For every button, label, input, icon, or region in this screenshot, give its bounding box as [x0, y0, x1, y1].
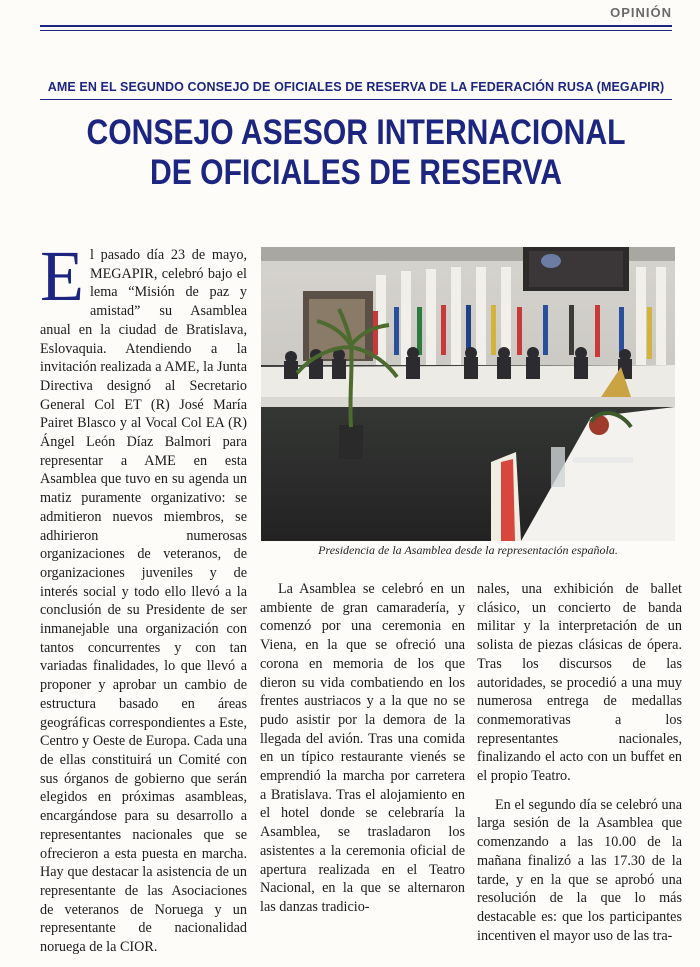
header-rule: [40, 25, 672, 27]
dropcap: E: [40, 236, 84, 316]
headline-line-2: DE OFICIALES DE RESERVA: [150, 153, 562, 192]
column-1: [40, 236, 247, 967]
headline-line-1: CONSEJO ASESOR INTERNACIONAL: [86, 113, 626, 152]
photo-caption: Presidencia de la Asamblea desde la representación española.: [318, 543, 618, 557]
column-3: [477, 580, 682, 955]
section-label: OPINIÓN: [610, 5, 672, 20]
paragraph-text: l pasado día 23 de mayo, MEGAPIR, celebró bajo el lema “Misión de paz y amistad” su Asamblea anual en la ciudad de Bratislava, Eslovaquia. Atendiendo a la invitación realizada a AME, la Junta Directiva designó al Secretario General Col ET (R) José María Pairet Blasco y al Vocal Col EA (R) Ángel León Díaz Balmori para representar a AME en esta Asamblea que tuvo en su agenda un matiz puramente organizativo: se admitieron nuevos miembros, se adhirieron numerosas organizaciones de veteranos, de organizaciones juveniles y de interés social y todo ello llevó a la conclusión de su Presidente de ser inmanejable una organización con tantos concurrentes y con tan variadas finalidades, lo que llevó a proponer y aprobar un cambio de estructura basado en áreas geográficas correspondientes a Este, Centro y Oeste de Europa. Cada una de ellas constituirá un Comité con sus órganos de gobierno que serán elegidos en próximas asambleas, encargándose para su desarrollo a representantes nacionales que se ofrecieron a esta puesta en marcha. Hay que destacar la asistencia de un representante de las Asociaciones de veteranos de Noruega y un representante de nacionalidad noruega de la CIOR.: [40, 247, 247, 956]
paragraph: En el segundo día se celebró una larga sesión de la Asamblea que comenzando a las 10.00 de la mañana finalizó a las 17.30 de la tarde, y en la que se aprobó una resolución de la que lo más destacable es: que los participantes incentiven el mayor uso de las tra-: [477, 796, 682, 944]
paragraph: [40, 236, 247, 957]
kicker-rule: [40, 99, 672, 100]
article-kicker: AME EN EL SEGUNDO CONSEJO DE OFICIALES DE RESERVA DE LA FEDERACIÓN RUSA (MEGAPIR): [47, 80, 665, 94]
article-headline: [84, 113, 628, 193]
assembly-photo: [261, 247, 675, 541]
column-2: [260, 580, 465, 927]
header-rule-thin: [40, 30, 672, 31]
paragraph: nales, una exhibición de ballet clásico, un concierto de banda militar y la interpretación de un solista de piezas clásicas de ópera. Tras los discursos de las autoridades, se procedió a una muy numerosa entrega de medallas conmemorativas a los representantes nacionales, finalizando el acto con un buffet en el propio Teatro.: [477, 581, 682, 785]
paragraph: La Asamblea se celebró en un ambiente de gran camaradería, y comenzó por una ceremonia en Viena, en la que se ofreció una corona en memoria de los que dieron su vida combatiendo en los frentes austriacos y a la que no se pudo asistir por la demora de la llegada del avión. Tras una comida en un típico restaurante vienés se emprendió la marcha por carretera a Bratislava. Tras el alojamiento en el hotel donde se celebraría la Asamblea, se trasladaron los asistentes a la ceremonia oficial de apertura realizada en el Teatro Nacional, en la que se alternaron las danzas tradicio-: [260, 581, 465, 915]
assembly-photo-image: [261, 247, 675, 541]
